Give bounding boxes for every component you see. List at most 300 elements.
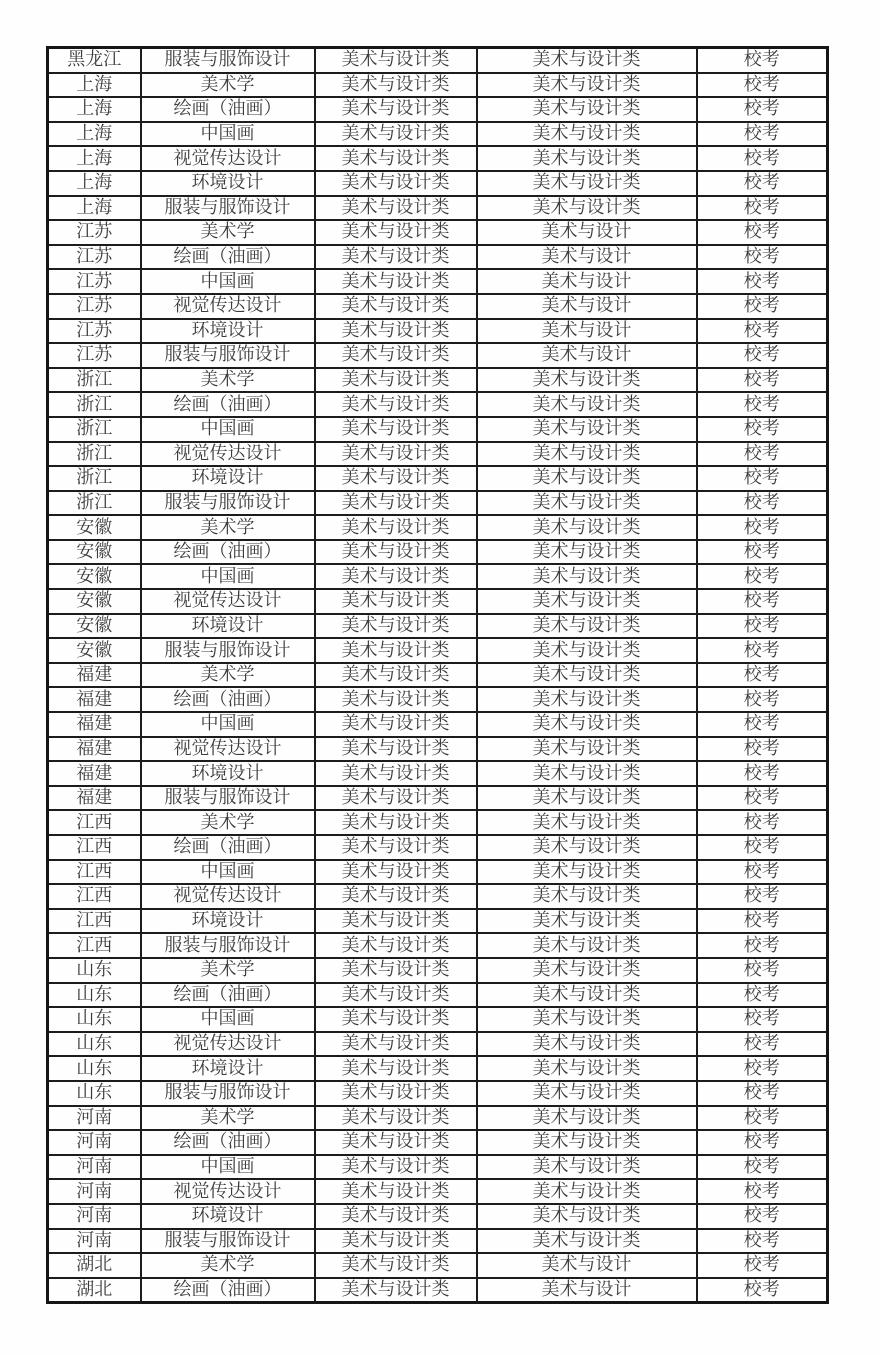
cell-province: 浙江: [48, 491, 141, 516]
cell-exam-category: 美术与设计类: [315, 909, 477, 934]
cell-exam-category: 美术与设计类: [315, 1081, 477, 1106]
cell-major: 绘画（油画）: [141, 983, 315, 1008]
cell-exam-category: 美术与设计类: [315, 761, 477, 786]
cell-admission-category: 美术与设计类: [477, 933, 697, 958]
table-row: [48, 1253, 828, 1278]
cell-admission-category: 美术与设计类: [477, 983, 697, 1008]
table-row: [48, 1130, 828, 1155]
cell-province: 浙江: [48, 417, 141, 442]
cell-exam-category: 美术与设计类: [315, 835, 477, 860]
cell-exam-type: 校考: [697, 589, 828, 614]
table-row: [48, 245, 828, 270]
cell-province: 安徽: [48, 540, 141, 565]
cell-major: 视觉传达设计: [141, 442, 315, 467]
cell-major: 绘画（油画）: [141, 97, 315, 122]
table-row: [48, 909, 828, 934]
programs-table: [46, 46, 829, 1304]
cell-major: 视觉传达设计: [141, 1179, 315, 1204]
cell-exam-category: 美术与设计类: [315, 1032, 477, 1057]
cell-exam-category: 美术与设计类: [315, 146, 477, 171]
cell-exam-category: 美术与设计类: [315, 737, 477, 762]
cell-major: 中国画: [141, 860, 315, 885]
table-row: [48, 442, 828, 467]
table-row: [48, 1229, 828, 1254]
cell-exam-category: 美术与设计类: [315, 638, 477, 663]
cell-province: 福建: [48, 687, 141, 712]
cell-admission-category: 美术与设计类: [477, 515, 697, 540]
cell-major: 服装与服饰设计: [141, 933, 315, 958]
table-row: [48, 1007, 828, 1032]
cell-admission-category: 美术与设计类: [477, 540, 697, 565]
table-row: [48, 97, 828, 122]
table-row: [48, 614, 828, 639]
cell-exam-category: 美术与设计类: [315, 1007, 477, 1032]
cell-admission-category: 美术与设计类: [477, 1204, 697, 1229]
cell-exam-category: 美术与设计类: [315, 1179, 477, 1204]
cell-major: 服装与服饰设计: [141, 196, 315, 221]
cell-admission-category: 美术与设计类: [477, 564, 697, 589]
cell-admission-category: 美术与设计类: [477, 737, 697, 762]
cell-province: 江西: [48, 909, 141, 934]
cell-admission-category: 美术与设计类: [477, 835, 697, 860]
cell-major: 美术学: [141, 1106, 315, 1131]
cell-province: 江西: [48, 884, 141, 909]
table-row: [48, 122, 828, 147]
cell-exam-type: 校考: [697, 1081, 828, 1106]
table-row: [48, 933, 828, 958]
table-row: [48, 146, 828, 171]
cell-exam-type: 校考: [697, 933, 828, 958]
cell-major: 中国画: [141, 269, 315, 294]
cell-exam-type: 校考: [697, 319, 828, 344]
table-row: [48, 712, 828, 737]
cell-exam-type: 校考: [697, 983, 828, 1008]
cell-province: 浙江: [48, 392, 141, 417]
cell-province: 上海: [48, 196, 141, 221]
cell-exam-category: 美术与设计类: [315, 97, 477, 122]
cell-province: 安徽: [48, 515, 141, 540]
cell-exam-category: 美术与设计类: [315, 294, 477, 319]
cell-major: 视觉传达设计: [141, 294, 315, 319]
cell-province: 河南: [48, 1204, 141, 1229]
cell-exam-category: 美术与设计类: [315, 540, 477, 565]
cell-province: 山东: [48, 1032, 141, 1057]
table-row: [48, 1056, 828, 1081]
cell-province: 上海: [48, 122, 141, 147]
cell-exam-type: 校考: [697, 540, 828, 565]
table-row: [48, 810, 828, 835]
cell-major: 服装与服饰设计: [141, 343, 315, 368]
cell-major: 美术学: [141, 73, 315, 98]
cell-exam-category: 美术与设计类: [315, 1106, 477, 1131]
cell-province: 江苏: [48, 294, 141, 319]
cell-admission-category: 美术与设计类: [477, 146, 697, 171]
cell-province: 河南: [48, 1229, 141, 1254]
cell-exam-type: 校考: [697, 442, 828, 467]
cell-exam-type: 校考: [697, 1229, 828, 1254]
cell-exam-type: 校考: [697, 737, 828, 762]
cell-exam-type: 校考: [697, 368, 828, 393]
cell-exam-category: 美术与设计类: [315, 663, 477, 688]
cell-major: 绘画（油画）: [141, 1278, 315, 1303]
cell-province: 山东: [48, 958, 141, 983]
cell-exam-type: 校考: [697, 1130, 828, 1155]
table-row: [48, 368, 828, 393]
cell-exam-category: 美术与设计类: [315, 343, 477, 368]
cell-exam-category: 美术与设计类: [315, 884, 477, 909]
cell-major: 中国画: [141, 122, 315, 147]
cell-major: 服装与服饰设计: [141, 491, 315, 516]
cell-major: 中国画: [141, 417, 315, 442]
cell-admission-category: 美术与设计类: [477, 860, 697, 885]
cell-exam-category: 美术与设计类: [315, 392, 477, 417]
cell-exam-type: 校考: [697, 958, 828, 983]
cell-exam-type: 校考: [697, 860, 828, 885]
cell-province: 安徽: [48, 638, 141, 663]
cell-major: 美术学: [141, 220, 315, 245]
table-row: [48, 958, 828, 983]
cell-province: 安徽: [48, 589, 141, 614]
cell-province: 浙江: [48, 368, 141, 393]
cell-province: 福建: [48, 761, 141, 786]
cell-major: 视觉传达设计: [141, 1032, 315, 1057]
cell-exam-type: 校考: [697, 196, 828, 221]
cell-province: 河南: [48, 1130, 141, 1155]
cell-major: 美术学: [141, 663, 315, 688]
cell-exam-category: 美术与设计类: [315, 983, 477, 1008]
cell-exam-type: 校考: [697, 1253, 828, 1278]
cell-admission-category: 美术与设计类: [477, 491, 697, 516]
cell-exam-category: 美术与设计类: [315, 442, 477, 467]
cell-exam-category: 美术与设计类: [315, 220, 477, 245]
cell-exam-type: 校考: [697, 1056, 828, 1081]
cell-major: 服装与服饰设计: [141, 1229, 315, 1254]
cell-admission-category: 美术与设计类: [477, 97, 697, 122]
cell-admission-category: 美术与设计类: [477, 1081, 697, 1106]
cell-exam-type: 校考: [697, 491, 828, 516]
cell-admission-category: 美术与设计: [477, 245, 697, 270]
cell-admission-category: 美术与设计类: [477, 1179, 697, 1204]
cell-province: 江西: [48, 860, 141, 885]
cell-exam-category: 美术与设计类: [315, 933, 477, 958]
cell-major: 中国画: [141, 712, 315, 737]
cell-exam-type: 校考: [697, 564, 828, 589]
cell-exam-type: 校考: [697, 810, 828, 835]
table-row: [48, 171, 828, 196]
cell-admission-category: 美术与设计类: [477, 171, 697, 196]
cell-major: 视觉传达设计: [141, 146, 315, 171]
cell-admission-category: 美术与设计类: [477, 1007, 697, 1032]
cell-exam-category: 美术与设计类: [315, 860, 477, 885]
cell-exam-type: 校考: [697, 515, 828, 540]
cell-exam-category: 美术与设计类: [315, 589, 477, 614]
table-row: [48, 737, 828, 762]
cell-exam-category: 美术与设计类: [315, 1253, 477, 1278]
cell-exam-type: 校考: [697, 1032, 828, 1057]
cell-exam-category: 美术与设计类: [315, 1155, 477, 1180]
cell-exam-category: 美术与设计类: [315, 1278, 477, 1303]
cell-exam-category: 美术与设计类: [315, 712, 477, 737]
cell-exam-category: 美术与设计类: [315, 196, 477, 221]
cell-exam-type: 校考: [697, 786, 828, 811]
cell-province: 山东: [48, 1007, 141, 1032]
cell-major: 环境设计: [141, 1056, 315, 1081]
table-row: [48, 1032, 828, 1057]
cell-admission-category: 美术与设计类: [477, 687, 697, 712]
cell-admission-category: 美术与设计类: [477, 909, 697, 934]
cell-exam-type: 校考: [697, 614, 828, 639]
cell-major: 绘画（油画）: [141, 687, 315, 712]
table-row: [48, 589, 828, 614]
table-row: [48, 761, 828, 786]
table-row: [48, 220, 828, 245]
cell-major: 绘画（油画）: [141, 835, 315, 860]
cell-exam-category: 美术与设计类: [315, 171, 477, 196]
cell-exam-type: 校考: [697, 1204, 828, 1229]
cell-province: 山东: [48, 983, 141, 1008]
cell-province: 安徽: [48, 614, 141, 639]
cell-exam-type: 校考: [697, 1278, 828, 1303]
table-row: [48, 687, 828, 712]
cell-admission-category: 美术与设计: [477, 343, 697, 368]
cell-province: 江苏: [48, 269, 141, 294]
cell-admission-category: 美术与设计类: [477, 392, 697, 417]
cell-exam-type: 校考: [697, 1179, 828, 1204]
cell-admission-category: 美术与设计类: [477, 884, 697, 909]
cell-exam-category: 美术与设计类: [315, 368, 477, 393]
cell-exam-category: 美术与设计类: [315, 73, 477, 98]
cell-exam-type: 校考: [697, 97, 828, 122]
cell-admission-category: 美术与设计类: [477, 1056, 697, 1081]
cell-major: 服装与服饰设计: [141, 786, 315, 811]
cell-exam-type: 校考: [697, 466, 828, 491]
cell-major: 中国画: [141, 564, 315, 589]
cell-province: 江西: [48, 810, 141, 835]
cell-major: 服装与服饰设计: [141, 1081, 315, 1106]
cell-admission-category: 美术与设计类: [477, 466, 697, 491]
table-row: [48, 1204, 828, 1229]
table-row: [48, 860, 828, 885]
cell-exam-type: 校考: [697, 1106, 828, 1131]
cell-province: 湖北: [48, 1253, 141, 1278]
cell-admission-category: 美术与设计类: [477, 712, 697, 737]
cell-exam-category: 美术与设计类: [315, 319, 477, 344]
cell-major: 绘画（油画）: [141, 540, 315, 565]
cell-exam-type: 校考: [697, 245, 828, 270]
cell-exam-type: 校考: [697, 1155, 828, 1180]
table-row: [48, 786, 828, 811]
cell-exam-category: 美术与设计类: [315, 958, 477, 983]
cell-admission-category: 美术与设计类: [477, 761, 697, 786]
cell-exam-category: 美术与设计类: [315, 564, 477, 589]
table-row: [48, 491, 828, 516]
cell-admission-category: 美术与设计类: [477, 48, 697, 73]
cell-province: 山东: [48, 1081, 141, 1106]
table-row: [48, 835, 828, 860]
cell-admission-category: 美术与设计类: [477, 589, 697, 614]
cell-admission-category: 美术与设计类: [477, 1130, 697, 1155]
cell-major: 视觉传达设计: [141, 589, 315, 614]
table-row: [48, 884, 828, 909]
cell-exam-type: 校考: [697, 638, 828, 663]
cell-admission-category: 美术与设计: [477, 294, 697, 319]
cell-province: 福建: [48, 737, 141, 762]
cell-exam-type: 校考: [697, 122, 828, 147]
cell-exam-type: 校考: [697, 73, 828, 98]
cell-exam-type: 校考: [697, 417, 828, 442]
table-row: [48, 392, 828, 417]
cell-exam-type: 校考: [697, 48, 828, 73]
cell-province: 上海: [48, 171, 141, 196]
cell-province: 河南: [48, 1155, 141, 1180]
cell-province: 安徽: [48, 564, 141, 589]
cell-major: 环境设计: [141, 614, 315, 639]
table-row: [48, 294, 828, 319]
table-row: [48, 1155, 828, 1180]
cell-province: 江西: [48, 835, 141, 860]
cell-admission-category: 美术与设计类: [477, 368, 697, 393]
cell-province: 上海: [48, 73, 141, 98]
cell-major: 视觉传达设计: [141, 737, 315, 762]
cell-exam-type: 校考: [697, 171, 828, 196]
cell-exam-category: 美术与设计类: [315, 1204, 477, 1229]
cell-exam-category: 美术与设计类: [315, 1229, 477, 1254]
cell-province: 江苏: [48, 220, 141, 245]
cell-exam-type: 校考: [697, 909, 828, 934]
cell-exam-type: 校考: [697, 761, 828, 786]
cell-major: 绘画（油画）: [141, 245, 315, 270]
cell-admission-category: 美术与设计类: [477, 614, 697, 639]
table-row: [48, 48, 828, 73]
cell-major: 美术学: [141, 1253, 315, 1278]
cell-admission-category: 美术与设计: [477, 269, 697, 294]
cell-major: 环境设计: [141, 761, 315, 786]
cell-province: 浙江: [48, 442, 141, 467]
table-row: [48, 466, 828, 491]
cell-major: 环境设计: [141, 319, 315, 344]
cell-province: 上海: [48, 97, 141, 122]
cell-province: 山东: [48, 1056, 141, 1081]
cell-admission-category: 美术与设计类: [477, 417, 697, 442]
table-row: [48, 1081, 828, 1106]
table-row: [48, 319, 828, 344]
cell-admission-category: 美术与设计类: [477, 1155, 697, 1180]
cell-exam-type: 校考: [697, 269, 828, 294]
table-row: [48, 196, 828, 221]
cell-province: 江苏: [48, 319, 141, 344]
cell-exam-type: 校考: [697, 294, 828, 319]
cell-exam-category: 美术与设计类: [315, 122, 477, 147]
cell-province: 黑龙江: [48, 48, 141, 73]
cell-exam-category: 美术与设计类: [315, 810, 477, 835]
cell-major: 视觉传达设计: [141, 884, 315, 909]
table-row: [48, 269, 828, 294]
cell-exam-type: 校考: [697, 884, 828, 909]
cell-exam-category: 美术与设计类: [315, 48, 477, 73]
cell-major: 美术学: [141, 958, 315, 983]
cell-exam-type: 校考: [697, 343, 828, 368]
cell-major: 环境设计: [141, 466, 315, 491]
table-row: [48, 663, 828, 688]
cell-province: 福建: [48, 786, 141, 811]
cell-province: 浙江: [48, 466, 141, 491]
cell-admission-category: 美术与设计: [477, 1278, 697, 1303]
cell-exam-category: 美术与设计类: [315, 245, 477, 270]
cell-major: 中国画: [141, 1007, 315, 1032]
cell-exam-category: 美术与设计类: [315, 1130, 477, 1155]
table-row: [48, 638, 828, 663]
cell-exam-type: 校考: [697, 1007, 828, 1032]
cell-admission-category: 美术与设计类: [477, 442, 697, 467]
cell-major: 环境设计: [141, 909, 315, 934]
cell-major: 环境设计: [141, 171, 315, 196]
table-row: [48, 73, 828, 98]
cell-province: 福建: [48, 712, 141, 737]
cell-exam-category: 美术与设计类: [315, 417, 477, 442]
cell-exam-category: 美术与设计类: [315, 1056, 477, 1081]
cell-exam-category: 美术与设计类: [315, 515, 477, 540]
cell-major: 中国画: [141, 1155, 315, 1180]
cell-exam-type: 校考: [697, 835, 828, 860]
cell-province: 河南: [48, 1179, 141, 1204]
cell-admission-category: 美术与设计类: [477, 638, 697, 663]
cell-major: 美术学: [141, 515, 315, 540]
table-row: [48, 1106, 828, 1131]
cell-province: 江苏: [48, 245, 141, 270]
cell-admission-category: 美术与设计: [477, 220, 697, 245]
table-row: [48, 540, 828, 565]
cell-exam-category: 美术与设计类: [315, 269, 477, 294]
cell-major: 服装与服饰设计: [141, 48, 315, 73]
cell-exam-category: 美术与设计类: [315, 786, 477, 811]
cell-major: 服装与服饰设计: [141, 638, 315, 663]
cell-exam-type: 校考: [697, 146, 828, 171]
cell-admission-category: 美术与设计类: [477, 73, 697, 98]
cell-exam-type: 校考: [697, 687, 828, 712]
cell-exam-category: 美术与设计类: [315, 687, 477, 712]
table-row: [48, 417, 828, 442]
table-row: [48, 983, 828, 1008]
cell-major: 美术学: [141, 810, 315, 835]
cell-admission-category: 美术与设计类: [477, 786, 697, 811]
cell-exam-type: 校考: [697, 392, 828, 417]
cell-major: 环境设计: [141, 1204, 315, 1229]
cell-major: 绘画（油画）: [141, 392, 315, 417]
table-body: [48, 48, 828, 1303]
cell-province: 河南: [48, 1106, 141, 1131]
table-row: [48, 564, 828, 589]
table-row: [48, 1278, 828, 1303]
cell-admission-category: 美术与设计类: [477, 122, 697, 147]
cell-admission-category: 美术与设计类: [477, 810, 697, 835]
cell-province: 江西: [48, 933, 141, 958]
cell-exam-category: 美术与设计类: [315, 491, 477, 516]
table-row: [48, 515, 828, 540]
cell-exam-type: 校考: [697, 663, 828, 688]
cell-province: 上海: [48, 146, 141, 171]
cell-admission-category: 美术与设计类: [477, 1032, 697, 1057]
cell-admission-category: 美术与设计类: [477, 196, 697, 221]
cell-province: 湖北: [48, 1278, 141, 1303]
cell-province: 福建: [48, 663, 141, 688]
cell-admission-category: 美术与设计类: [477, 1229, 697, 1254]
cell-admission-category: 美术与设计类: [477, 1106, 697, 1131]
cell-admission-category: 美术与设计: [477, 319, 697, 344]
cell-exam-category: 美术与设计类: [315, 614, 477, 639]
cell-exam-type: 校考: [697, 712, 828, 737]
cell-exam-category: 美术与设计类: [315, 466, 477, 491]
cell-exam-type: 校考: [697, 220, 828, 245]
